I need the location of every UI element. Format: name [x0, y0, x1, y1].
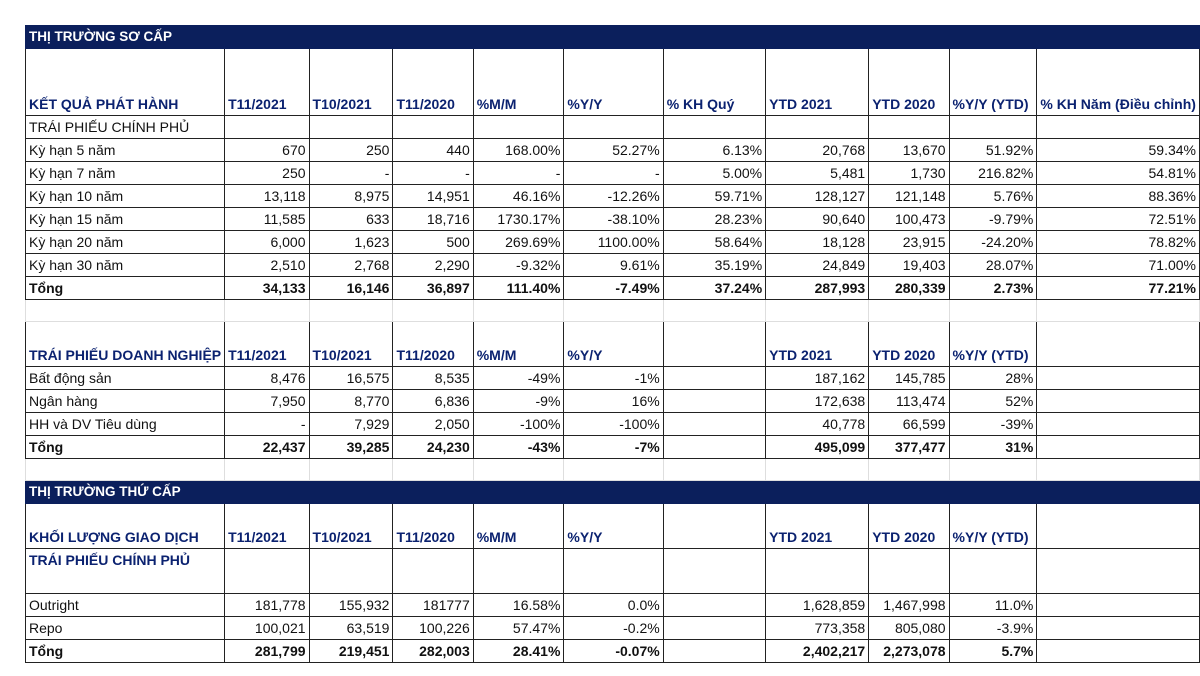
table-cell: 28.41% — [473, 640, 564, 663]
empty-cell — [766, 116, 869, 139]
table-cell: Kỳ hạn 7 năm — [26, 162, 225, 185]
total-row — [26, 640, 1200, 663]
table-cell: 52.27% — [564, 139, 663, 162]
table-cell: 100,021 — [225, 617, 309, 640]
table-cell: 22,437 — [225, 436, 309, 459]
table-cell: 7,950 — [225, 390, 309, 413]
table-cell: -100% — [473, 413, 564, 436]
column-header: %Y/Y — [564, 322, 663, 367]
column-header: YTD 2021 — [766, 49, 869, 116]
table-cell — [1037, 390, 1200, 413]
header-row — [26, 504, 1200, 549]
section-title: THỊ TRƯỜNG THỨ CẤP — [26, 481, 1200, 504]
group-label: TRÁI PHIẾU CHÍNH PHỦ — [26, 116, 225, 139]
empty-cell — [393, 549, 473, 594]
table-cell: 5.7% — [949, 640, 1037, 663]
empty-cell — [869, 116, 949, 139]
empty-cell — [1037, 549, 1200, 594]
empty-cell — [473, 459, 564, 481]
table-cell: 71.00% — [1037, 254, 1200, 277]
table-cell: Bất động sản — [26, 367, 225, 390]
table-cell: 88.36% — [1037, 185, 1200, 208]
empty-cell — [564, 116, 663, 139]
table-cell: 36,897 — [393, 277, 473, 300]
table-cell — [1037, 367, 1200, 390]
empty-cell — [473, 116, 564, 139]
column-header — [663, 504, 765, 549]
table-row — [26, 185, 1200, 208]
empty-cell — [1037, 116, 1200, 139]
table-cell: 282,003 — [393, 640, 473, 663]
table-cell: Kỳ hạn 10 năm — [26, 185, 225, 208]
table-cell: 1,628,859 — [766, 594, 869, 617]
column-header: % KH Năm (Điều chỉnh) — [1037, 49, 1200, 116]
table-cell: -43% — [473, 436, 564, 459]
empty-cell — [949, 459, 1037, 481]
table-cell: -9.79% — [949, 208, 1037, 231]
table-cell: 5.00% — [663, 162, 765, 185]
group-row — [26, 116, 1200, 139]
table-cell: - — [564, 162, 663, 185]
total-row — [26, 277, 1200, 300]
table-cell: 216.82% — [949, 162, 1037, 185]
table-cell: 90,640 — [766, 208, 869, 231]
column-header: T10/2021 — [309, 504, 393, 549]
table-cell: 11.0% — [949, 594, 1037, 617]
table-cell: -24.20% — [949, 231, 1037, 254]
table-cell: 281,799 — [225, 640, 309, 663]
table-cell: 28% — [949, 367, 1037, 390]
table-cell — [1037, 617, 1200, 640]
empty-cell — [26, 300, 225, 322]
table-cell — [1037, 413, 1200, 436]
table-cell: 51.92% — [949, 139, 1037, 162]
empty-cell — [309, 549, 393, 594]
table-row — [26, 390, 1200, 413]
empty-cell — [766, 549, 869, 594]
empty-cell — [1037, 459, 1200, 481]
table-cell: -39% — [949, 413, 1037, 436]
column-header: %Y/Y (YTD) — [949, 322, 1037, 367]
table-cell: 8,975 — [309, 185, 393, 208]
table-cell: 172,638 — [766, 390, 869, 413]
table-cell — [663, 617, 765, 640]
total-row — [26, 436, 1200, 459]
empty-cell — [225, 300, 309, 322]
table-cell: 13,118 — [225, 185, 309, 208]
table-cell: 1,623 — [309, 231, 393, 254]
table-cell: 111.40% — [473, 277, 564, 300]
table-cell: 8,770 — [309, 390, 393, 413]
column-header: YTD 2021 — [766, 504, 869, 549]
table-cell: 20,768 — [766, 139, 869, 162]
table-cell: 16,575 — [309, 367, 393, 390]
empty-cell — [564, 549, 663, 594]
table-cell: 39,285 — [309, 436, 393, 459]
column-header: T11/2020 — [393, 49, 473, 116]
empty-cell — [225, 459, 309, 481]
table-cell — [663, 436, 765, 459]
table-cell: 181,778 — [225, 594, 309, 617]
table-cell: 250 — [309, 139, 393, 162]
table-cell: 219,451 — [309, 640, 393, 663]
table-cell: 500 — [393, 231, 473, 254]
table-cell: - — [309, 162, 393, 185]
column-header — [663, 322, 765, 367]
empty-cell — [225, 549, 309, 594]
section-title: THỊ TRƯỜNG SƠ CẤP — [26, 26, 1200, 49]
column-header: T11/2020 — [393, 504, 473, 549]
empty-cell — [663, 459, 765, 481]
table-cell: -49% — [473, 367, 564, 390]
table-cell: 54.81% — [1037, 162, 1200, 185]
table-cell: 495,099 — [766, 436, 869, 459]
table-cell: -7% — [564, 436, 663, 459]
table-cell — [1037, 640, 1200, 663]
empty-cell — [393, 459, 473, 481]
column-header: %Y/Y — [564, 504, 663, 549]
column-header: %Y/Y — [564, 49, 663, 116]
empty-cell — [473, 300, 564, 322]
table-cell: - — [225, 413, 309, 436]
table-cell: 7,929 — [309, 413, 393, 436]
table-cell: 805,080 — [869, 617, 949, 640]
column-header: T10/2021 — [309, 322, 393, 367]
table-cell: 18,716 — [393, 208, 473, 231]
table-cell: 40,778 — [766, 413, 869, 436]
table-cell — [663, 367, 765, 390]
table-cell: 24,230 — [393, 436, 473, 459]
column-header: T11/2021 — [225, 504, 309, 549]
column-header: %M/M — [473, 504, 564, 549]
table-cell: 72.51% — [1037, 208, 1200, 231]
table-cell: -1% — [564, 367, 663, 390]
group-row — [26, 549, 1200, 594]
table-cell: Kỳ hạn 20 năm — [26, 231, 225, 254]
table-row — [26, 231, 1200, 254]
table-cell: 269.69% — [473, 231, 564, 254]
table-cell: Tổng — [26, 277, 225, 300]
table-cell: 128,127 — [766, 185, 869, 208]
table-cell: 2,290 — [393, 254, 473, 277]
table-cell: 113,474 — [869, 390, 949, 413]
table-cell — [663, 594, 765, 617]
table-row — [26, 617, 1200, 640]
table-cell: 58.64% — [663, 231, 765, 254]
table-row — [26, 139, 1200, 162]
column-header: KHỐI LƯỢNG GIAO DỊCH — [26, 504, 225, 549]
empty-cell — [393, 116, 473, 139]
table-cell: 121,148 — [869, 185, 949, 208]
table-cell: 5.76% — [949, 185, 1037, 208]
column-header: T11/2021 — [225, 49, 309, 116]
column-header: T10/2021 — [309, 49, 393, 116]
header-row — [26, 49, 1200, 116]
table-cell: 78.82% — [1037, 231, 1200, 254]
table-cell: 31% — [949, 436, 1037, 459]
blank-row — [26, 300, 1200, 322]
table-cell: 1730.17% — [473, 208, 564, 231]
table-cell: 52% — [949, 390, 1037, 413]
empty-cell — [225, 116, 309, 139]
table-cell: 6,836 — [393, 390, 473, 413]
table-cell: -7.49% — [564, 277, 663, 300]
table-cell: Kỳ hạn 15 năm — [26, 208, 225, 231]
empty-cell — [663, 116, 765, 139]
empty-cell — [869, 300, 949, 322]
table-cell: 2,510 — [225, 254, 309, 277]
empty-cell — [869, 459, 949, 481]
empty-cell — [663, 549, 765, 594]
table-cell: Kỳ hạn 30 năm — [26, 254, 225, 277]
table-cell: 5,481 — [766, 162, 869, 185]
table-cell: -100% — [564, 413, 663, 436]
column-header: % KH Quý — [663, 49, 765, 116]
column-header: TRÁI PHIẾU DOANH NGHIỆP — [26, 322, 225, 367]
table-cell: -3.9% — [949, 617, 1037, 640]
table-cell: 280,339 — [869, 277, 949, 300]
empty-cell — [766, 459, 869, 481]
table-cell: 2,402,217 — [766, 640, 869, 663]
table-cell: 155,932 — [309, 594, 393, 617]
empty-cell — [949, 116, 1037, 139]
table-cell: 59.71% — [663, 185, 765, 208]
table-cell: 23,915 — [869, 231, 949, 254]
empty-cell — [26, 459, 225, 481]
table-cell: 28.23% — [663, 208, 765, 231]
section-header-secondary — [26, 481, 1200, 504]
table-cell: Tổng — [26, 640, 225, 663]
column-header — [1037, 504, 1200, 549]
table-cell: 100,473 — [869, 208, 949, 231]
table-cell: 13,670 — [869, 139, 949, 162]
table-cell: 28.07% — [949, 254, 1037, 277]
table-cell: Kỳ hạn 5 năm — [26, 139, 225, 162]
table-cell: 633 — [309, 208, 393, 231]
group-label: TRÁI PHIẾU CHÍNH PHỦ — [26, 549, 225, 594]
table-cell: - — [393, 162, 473, 185]
table-cell: 2,273,078 — [869, 640, 949, 663]
empty-cell — [309, 300, 393, 322]
table-cell — [1037, 594, 1200, 617]
empty-cell — [663, 300, 765, 322]
table-cell: 1,467,998 — [869, 594, 949, 617]
blank-row — [26, 459, 1200, 481]
table-cell: - — [473, 162, 564, 185]
table-cell: HH và DV Tiêu dùng — [26, 413, 225, 436]
column-header — [1037, 322, 1200, 367]
table-cell: 2.73% — [949, 277, 1037, 300]
table-cell: 250 — [225, 162, 309, 185]
column-header: YTD 2021 — [766, 322, 869, 367]
empty-cell — [869, 549, 949, 594]
table-cell: 2,050 — [393, 413, 473, 436]
empty-cell — [949, 300, 1037, 322]
empty-cell — [564, 300, 663, 322]
empty-cell — [564, 459, 663, 481]
table-cell: 6.13% — [663, 139, 765, 162]
empty-cell — [766, 300, 869, 322]
table-cell: -0.2% — [564, 617, 663, 640]
table-cell: 0.0% — [564, 594, 663, 617]
table-row — [26, 367, 1200, 390]
table-cell — [663, 640, 765, 663]
empty-cell — [309, 459, 393, 481]
table-cell: 8,476 — [225, 367, 309, 390]
table-cell: 77.21% — [1037, 277, 1200, 300]
table-cell: 35.19% — [663, 254, 765, 277]
table-cell: 63,519 — [309, 617, 393, 640]
table-cell: 11,585 — [225, 208, 309, 231]
table-cell: -38.10% — [564, 208, 663, 231]
column-header: KẾT QUẢ PHÁT HÀNH — [26, 49, 225, 116]
column-header: YTD 2020 — [869, 49, 949, 116]
table-cell: 6,000 — [225, 231, 309, 254]
column-header: %Y/Y (YTD) — [949, 49, 1037, 116]
table-cell: 168.00% — [473, 139, 564, 162]
table-cell: Ngân hàng — [26, 390, 225, 413]
table-cell: 16% — [564, 390, 663, 413]
table-cell: 16.58% — [473, 594, 564, 617]
table-cell: 1,730 — [869, 162, 949, 185]
table-cell: 9.61% — [564, 254, 663, 277]
table-cell: 440 — [393, 139, 473, 162]
table-cell: 34,133 — [225, 277, 309, 300]
table-cell: 16,146 — [309, 277, 393, 300]
bond-market-table — [25, 25, 1200, 663]
table-cell: 14,951 — [393, 185, 473, 208]
column-header: T11/2021 — [225, 322, 309, 367]
table-cell: 670 — [225, 139, 309, 162]
table-cell — [663, 390, 765, 413]
table-cell: 66,599 — [869, 413, 949, 436]
table-cell: Outright — [26, 594, 225, 617]
table-cell: 18,128 — [766, 231, 869, 254]
table-cell: 377,477 — [869, 436, 949, 459]
table-cell: 2,768 — [309, 254, 393, 277]
table-cell: 187,162 — [766, 367, 869, 390]
empty-cell — [1037, 300, 1200, 322]
table-cell: 37.24% — [663, 277, 765, 300]
section-header-primary — [26, 26, 1200, 49]
empty-cell — [949, 549, 1037, 594]
table-row — [26, 413, 1200, 436]
table-cell — [663, 413, 765, 436]
table-cell: 145,785 — [869, 367, 949, 390]
table-row — [26, 254, 1200, 277]
table-cell — [1037, 436, 1200, 459]
empty-cell — [309, 116, 393, 139]
header-row — [26, 322, 1200, 367]
table-cell: Repo — [26, 617, 225, 640]
table-cell: 57.47% — [473, 617, 564, 640]
table-cell: -0.07% — [564, 640, 663, 663]
table-cell: 46.16% — [473, 185, 564, 208]
column-header: %Y/Y (YTD) — [949, 504, 1037, 549]
table-cell: -12.26% — [564, 185, 663, 208]
table-cell: Tổng — [26, 436, 225, 459]
table-cell: 100,226 — [393, 617, 473, 640]
table-cell: 181777 — [393, 594, 473, 617]
table-row — [26, 162, 1200, 185]
column-header: %M/M — [473, 49, 564, 116]
table-row — [26, 594, 1200, 617]
table-cell: 1100.00% — [564, 231, 663, 254]
table-cell: 287,993 — [766, 277, 869, 300]
table-cell: -9% — [473, 390, 564, 413]
table-cell: 773,358 — [766, 617, 869, 640]
table-row — [26, 208, 1200, 231]
empty-cell — [473, 549, 564, 594]
column-header: YTD 2020 — [869, 322, 949, 367]
table-cell: -9.32% — [473, 254, 564, 277]
table-cell: 19,403 — [869, 254, 949, 277]
table-cell: 8,535 — [393, 367, 473, 390]
column-header: YTD 2020 — [869, 504, 949, 549]
empty-cell — [393, 300, 473, 322]
column-header: T11/2020 — [393, 322, 473, 367]
table-cell: 24,849 — [766, 254, 869, 277]
column-header: %M/M — [473, 322, 564, 367]
table-cell: 59.34% — [1037, 139, 1200, 162]
